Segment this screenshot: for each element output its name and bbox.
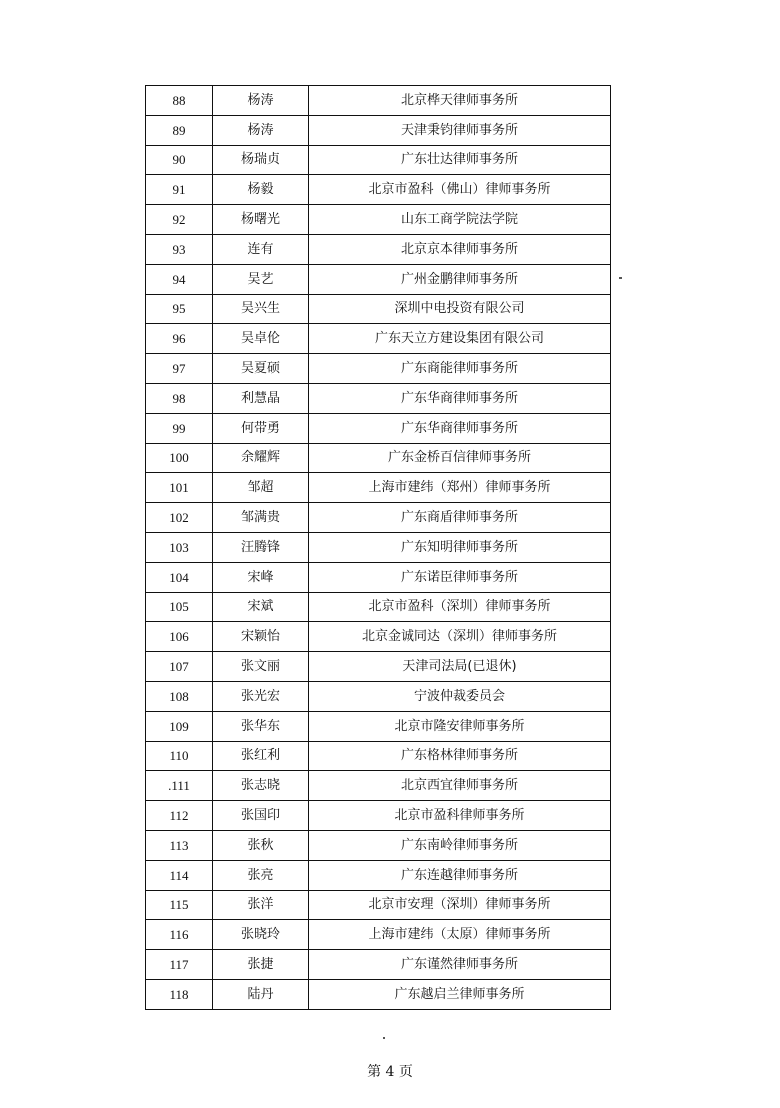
row-number-cell: 95 <box>146 294 213 324</box>
organization-cell: 北京市盈科（深圳）律师事务所 <box>309 592 611 622</box>
row-number-cell: 107 <box>146 652 213 682</box>
table-row <box>146 413 611 443</box>
arbitrator-table-body <box>146 86 611 1010</box>
name-cell: 张华东 <box>213 711 309 741</box>
row-number-cell: 100 <box>146 443 213 473</box>
row-number-cell: 89 <box>146 115 213 145</box>
table-row <box>146 383 611 413</box>
organization-cell: 天津司法局(已退休) <box>309 652 611 682</box>
organization-cell: 天津秉钧律师事务所 <box>309 115 611 145</box>
organization-cell: 北京京本律师事务所 <box>309 234 611 264</box>
table-row <box>146 830 611 860</box>
table-row <box>146 950 611 980</box>
name-cell: 杨涛 <box>213 115 309 145</box>
row-number-cell: 94 <box>146 264 213 294</box>
table-row <box>146 86 611 116</box>
organization-cell: 广东金桥百信律师事务所 <box>309 443 611 473</box>
name-cell: 杨毅 <box>213 175 309 205</box>
table-row <box>146 741 611 771</box>
row-number-cell: 102 <box>146 503 213 533</box>
name-cell: 张文丽 <box>213 652 309 682</box>
row-number-cell: 108 <box>146 681 213 711</box>
organization-cell: 北京市隆安律师事务所 <box>309 711 611 741</box>
organization-cell: 北京西宜律师事务所 <box>309 771 611 801</box>
row-number-cell: 115 <box>146 890 213 920</box>
table-row <box>146 890 611 920</box>
row-number-cell: 110 <box>146 741 213 771</box>
organization-cell: 宁波仲裁委员会 <box>309 681 611 711</box>
table-row <box>146 592 611 622</box>
table-row <box>146 681 611 711</box>
name-cell: 余耀辉 <box>213 443 309 473</box>
organization-cell: 山东工商学院法学院 <box>309 205 611 235</box>
row-number-cell: 105 <box>146 592 213 622</box>
scan-speck <box>619 277 622 279</box>
table-row <box>146 443 611 473</box>
table-row <box>146 771 611 801</box>
name-cell: 宋颖怡 <box>213 622 309 652</box>
name-cell: 陆丹 <box>213 979 309 1009</box>
name-cell: 张秋 <box>213 830 309 860</box>
name-cell: 张志晓 <box>213 771 309 801</box>
organization-cell: 广东南岭律师事务所 <box>309 830 611 860</box>
name-cell: 邹超 <box>213 473 309 503</box>
table-row <box>146 860 611 890</box>
name-cell: 汪腾锋 <box>213 532 309 562</box>
name-cell: 杨曙光 <box>213 205 309 235</box>
organization-cell: 北京金诚同达（深圳）律师事务所 <box>309 622 611 652</box>
name-cell: 张光宏 <box>213 681 309 711</box>
name-cell: 宋峰 <box>213 562 309 592</box>
table-row <box>146 622 611 652</box>
table-row <box>146 234 611 264</box>
name-cell: 张晓玲 <box>213 920 309 950</box>
name-cell: 吴艺 <box>213 264 309 294</box>
row-number-cell: 103 <box>146 532 213 562</box>
table-row <box>146 205 611 235</box>
organization-cell: 广东天立方建设集团有限公司 <box>309 324 611 354</box>
organization-cell: 广东格林律师事务所 <box>309 741 611 771</box>
organization-cell: 北京桦天律师事务所 <box>309 86 611 116</box>
name-cell: 张国印 <box>213 801 309 831</box>
table-row <box>146 652 611 682</box>
table-row <box>146 115 611 145</box>
organization-cell: 广州金鹏律师事务所 <box>309 264 611 294</box>
name-cell: 张亮 <box>213 860 309 890</box>
organization-cell: 广东商盾律师事务所 <box>309 503 611 533</box>
table-row <box>146 801 611 831</box>
organization-cell: 广东谨然律师事务所 <box>309 950 611 980</box>
organization-cell: 广东壮达律师事务所 <box>309 145 611 175</box>
row-number-cell: 90 <box>146 145 213 175</box>
table-row <box>146 711 611 741</box>
row-number-cell: 92 <box>146 205 213 235</box>
table-row <box>146 294 611 324</box>
scan-speck <box>383 1037 385 1039</box>
organization-cell: 北京市盈科律师事务所 <box>309 801 611 831</box>
name-cell: 杨瑞贞 <box>213 145 309 175</box>
organization-cell: 深圳中电投资有限公司 <box>309 294 611 324</box>
organization-cell: 广东商能律师事务所 <box>309 354 611 384</box>
name-cell: 邹满贵 <box>213 503 309 533</box>
row-number-cell: 99 <box>146 413 213 443</box>
row-number-cell: 114 <box>146 860 213 890</box>
row-number-cell: .111 <box>146 771 213 801</box>
table-row <box>146 562 611 592</box>
table-row <box>146 264 611 294</box>
name-cell: 张洋 <box>213 890 309 920</box>
table-row <box>146 324 611 354</box>
name-cell: 张捷 <box>213 950 309 980</box>
name-cell: 利慧晶 <box>213 383 309 413</box>
row-number-cell: 109 <box>146 711 213 741</box>
organization-cell: 北京市盈科（佛山）律师事务所 <box>309 175 611 205</box>
row-number-cell: 88 <box>146 86 213 116</box>
name-cell: 何带勇 <box>213 413 309 443</box>
row-number-cell: 97 <box>146 354 213 384</box>
table-row <box>146 175 611 205</box>
page-number: 第 4 页 <box>367 1064 413 1080</box>
organization-cell: 广东连越律师事务所 <box>309 860 611 890</box>
organization-cell: 广东华商律师事务所 <box>309 383 611 413</box>
table-row <box>146 354 611 384</box>
row-number-cell: 98 <box>146 383 213 413</box>
row-number-cell: 118 <box>146 979 213 1009</box>
table-row <box>146 532 611 562</box>
table-row <box>146 145 611 175</box>
name-cell: 吴夏硕 <box>213 354 309 384</box>
organization-cell: 广东诺臣律师事务所 <box>309 562 611 592</box>
name-cell: 杨涛 <box>213 86 309 116</box>
table-row <box>146 503 611 533</box>
row-number-cell: 113 <box>146 830 213 860</box>
organization-cell: 上海市建纬（郑州）律师事务所 <box>309 473 611 503</box>
name-cell: 张红利 <box>213 741 309 771</box>
row-number-cell: 104 <box>146 562 213 592</box>
name-cell: 连有 <box>213 234 309 264</box>
row-number-cell: 101 <box>146 473 213 503</box>
arbitrator-table <box>145 85 611 1010</box>
organization-cell: 北京市安理（深圳）律师事务所 <box>309 890 611 920</box>
organization-cell: 上海市建纬（太原）律师事务所 <box>309 920 611 950</box>
row-number-cell: 96 <box>146 324 213 354</box>
table-row <box>146 920 611 950</box>
row-number-cell: 117 <box>146 950 213 980</box>
name-cell: 宋斌 <box>213 592 309 622</box>
table-row <box>146 979 611 1009</box>
table-row <box>146 473 611 503</box>
name-cell: 吴兴生 <box>213 294 309 324</box>
row-number-cell: 106 <box>146 622 213 652</box>
organization-cell: 广东知明律师事务所 <box>309 532 611 562</box>
row-number-cell: 91 <box>146 175 213 205</box>
row-number-cell: 112 <box>146 801 213 831</box>
organization-cell: 广东华商律师事务所 <box>309 413 611 443</box>
row-number-cell: 116 <box>146 920 213 950</box>
row-number-cell: 93 <box>146 234 213 264</box>
name-cell: 吴卓伦 <box>213 324 309 354</box>
organization-cell: 广东越启兰律师事务所 <box>309 979 611 1009</box>
